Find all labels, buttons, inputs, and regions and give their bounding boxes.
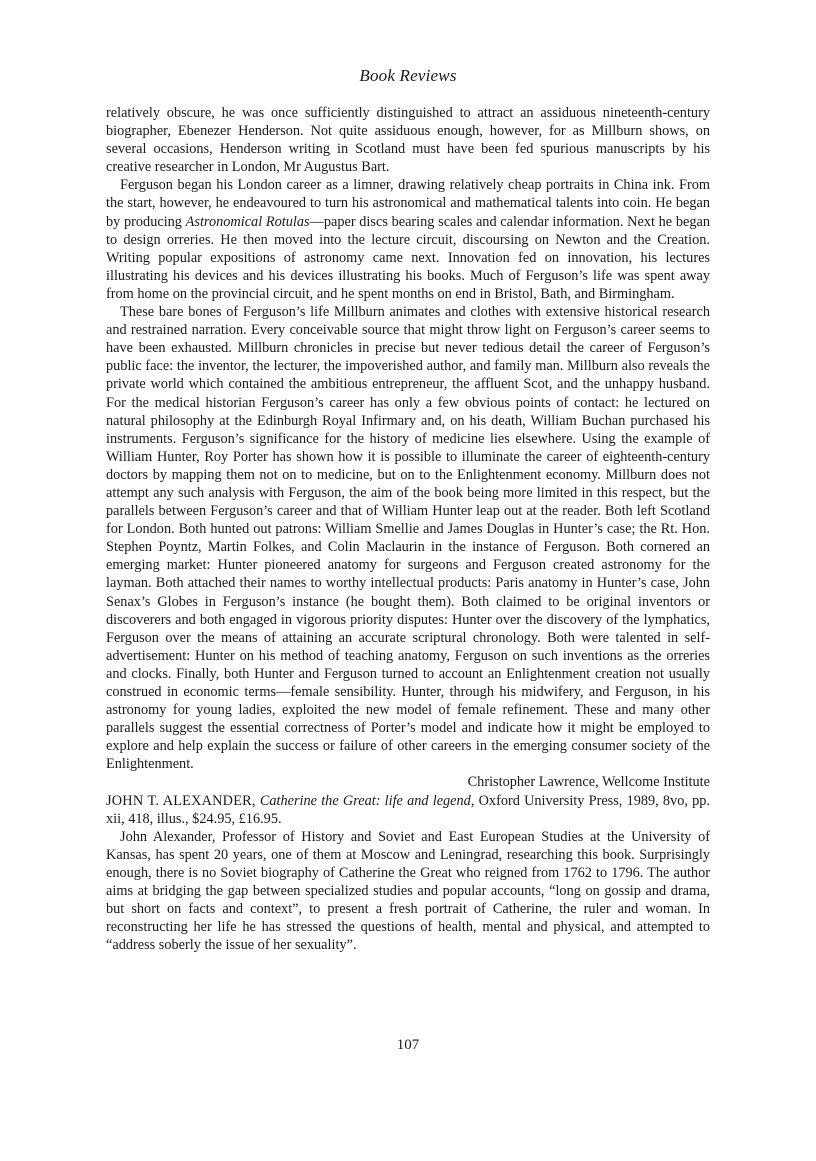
review2-citation <box>106 792 710 828</box>
book-title-astronomical-rotulas: Astronomical Rotulas <box>185 213 310 230</box>
review1-paragraph-1: relatively obscure, he was once sufficiently distinguished to attract an assiduous nineteenth-century biographer, Ebenezer Henderson. Not quite assiduous enough, however, for as Millburn shows, on several occasions, Henderson writing in Scotland must have been fed spurious manuscripts by his creative researcher in London, Mr Augustus Bart. <box>106 105 710 176</box>
running-head: Book Reviews <box>359 66 457 85</box>
review1-paragraph-2 <box>106 176 710 303</box>
review1-paragraph-3: These bare bones of Ferguson’s life Millburn animates and clothes with extensive historical research and restrained narration. Every conceivable source that might throw light on Ferguson’s career seems to have been exhausted. Millburn chronicles in precise but never tedious detail the career of Ferguson’s public face: the inventor, the lecturer, the impoverished author, and family man. Millburn also reveals the private world which contained the ambitious entrepreneur, the affluent Scot, and the unhappy husband. For the medical historian Ferguson’s career has only a few obvious points of contact: he lectured on natural philosophy at the Edinburgh Royal Infirmary and, on his death, William Buchan purchased his instruments. Ferguson’s significance for the history of medicine lies elsewhere. Using the example of William Hunter, Roy Porter has shown how it is possible to illuminate the career of eighteenth-century doctors by mapping them not on to medicine, but on to the Enlightenment economy. Millburn does not attempt any such analysis with Ferguson, the aim of the book being more limited in this respect, but the parallels between Ferguson’s career and that of William Hunter leap out at the reader. Both left Scotland for London. Both hunted out patrons: William Smellie and James Douglas in Hunter’s case; the Rt. Hon. Stephen Poyntz, Martin Folkes, and Colin Maclaurin in the instance of Ferguson. Both cornered an emerging market: Hunter pioneered anatomy for surgeons and Ferguson created astronomy for the layman. Both attached their names to worthy intellectual products: Paris anatomy in Hunter’s case, John Senax’s Globes in Ferguson’s instance (he bought them). Both claimed to be original inventors or discoverers and both engaged in vigorous priority disputes: Hunter over the discovery of the lymphatics, Ferguson over the means of attaining an accurate scriptural chronology. Both were talented in self-advertisement: Hunter on his method of teaching anatomy, Ferguson on such inventions as the orreries and clocks. Finally, both Hunter and Ferguson turned to account an Enlightenment creation not usually construed in economic terms—female sensibility. Hunter, through his midwifery, and Ferguson, in his astronomy for young ladies, exploited the new model of female refinement. These and many other parallels suggest the essential correctness of Porter’s model and indicate how it might be employed to explore and help explain the success or failure of other careers in the emerging consumer society of the Enlightenment. <box>106 304 710 773</box>
review2-book-title: Catherine the Great: life and legend, <box>259 792 475 809</box>
review2-publication-details: Oxford University Press, 1989, 8vo, pp. xii, 418, illus., $24.95, £16.95. <box>106 792 710 827</box>
review2-paragraph-1: John Alexander, Professor of History and Soviet and East European Studies at the University of Kansas, has spent 20 years, one of them at Moscow and Leningrad, researching this book. Surprisingly enough, there is no Soviet biography of Catherine the Great who reigned from 1762 to 1796. The author aims at bridging the gap between specialized studies and popular accounts, “long on gossip and drama, but short on facts and context”, to present a fresh portrait of Catherine, the ruler and woman. In reconstructing her life he has stressed the questions of health, mental and physical, and attempted to “address soberly the issue of her sexuality”. <box>106 828 710 954</box>
article-body <box>106 104 710 954</box>
review1-signature: Christopher Lawrence, Wellcome Institute <box>467 774 710 791</box>
page-number: 107 <box>396 1037 420 1053</box>
review1-paragraph-2-end: —paper discs bearing scales and calendar information. Next he began to design orreries. He then moved into the lecture circuit, discoursing on Newton and the Creation. Writing popular expositions of astronomy came next. Innovation fed on innovation, his lectures illustrating his devices and his devices illustrating his books. Much of Ferguson’s life was spent away from home on the provincial circuit, and he spent months on end in Bristol, Bath, and Birmingham. <box>106 213 710 302</box>
review2-author: JOHN T. ALEXANDER, <box>106 792 256 809</box>
review1-paragraph-2-start: Ferguson began his London career as a limner, drawing relatively cheap portraits in China ink. From the start, however, he endeavoured to turn his astronomical and mathematical talents into coin. He began by producing <box>106 177 710 230</box>
